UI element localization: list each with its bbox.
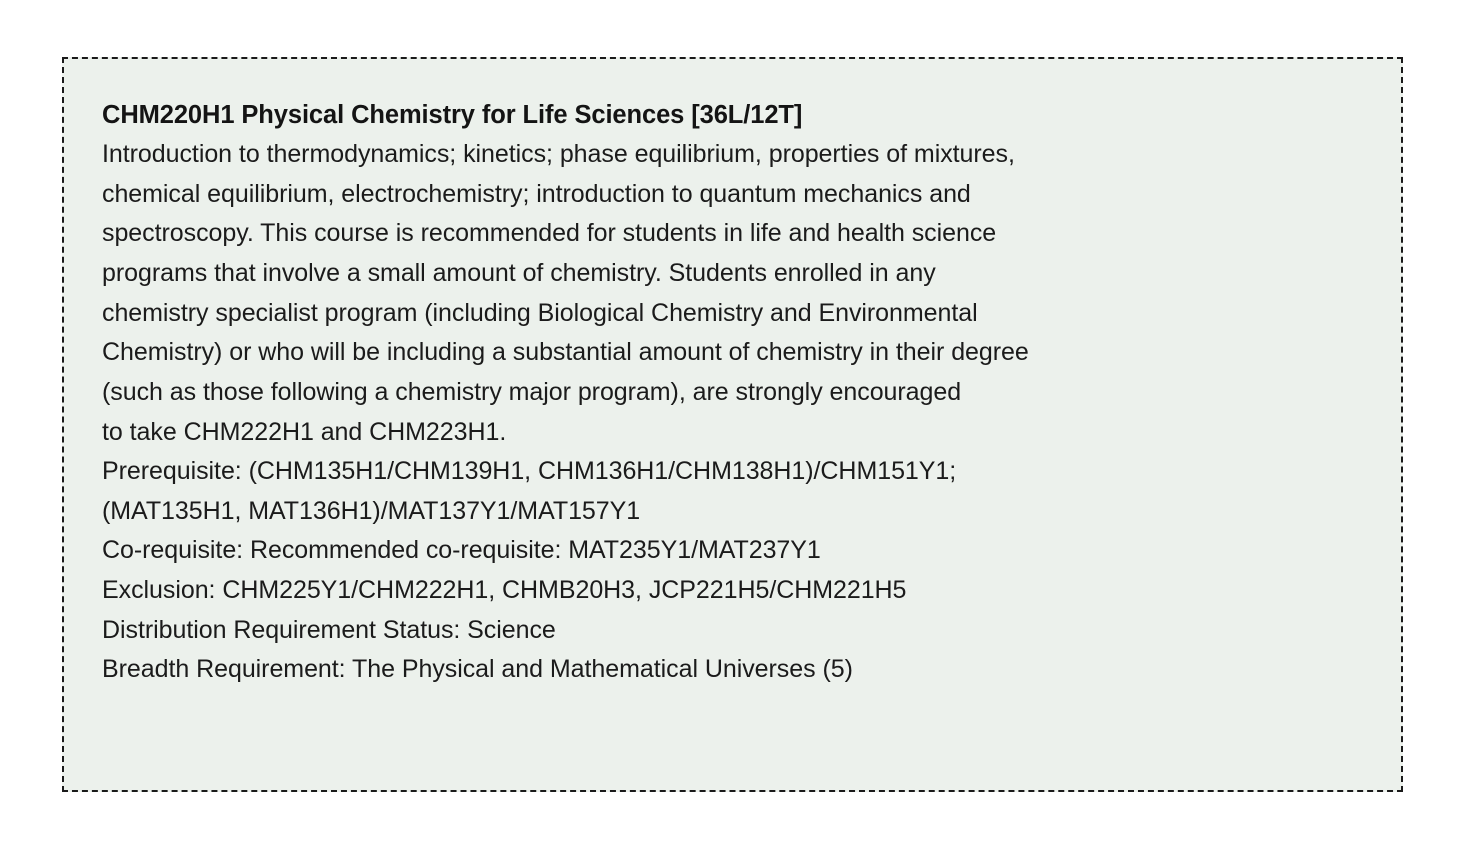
prerequisite-line-1: Prerequisite: (CHM135H1/CHM139H1, CHM136H1/CHM138H1)/CHM151Y1; bbox=[102, 457, 957, 486]
distribution-requirement-line: Distribution Requirement Status: Science bbox=[102, 615, 556, 644]
description-line: to take CHM222H1 and CHM223H1. bbox=[102, 417, 507, 446]
description-line: spectroscopy. This course is recommended for students in life and health science bbox=[102, 219, 997, 248]
course-description bbox=[102, 135, 1357, 452]
description-line: chemistry specialist program (including Biological Chemistry and Environmental bbox=[102, 298, 978, 327]
course-description-card bbox=[62, 57, 1403, 792]
prerequisite-line-2: (MAT135H1, MAT136H1)/MAT137Y1/MAT157Y1 bbox=[102, 496, 641, 525]
description-line: Chemistry) or who will be including a substantial amount of chemistry in their degree bbox=[102, 338, 1029, 367]
course-title: CHM220H1 Physical Chemistry for Life Sciences [36L/12T] bbox=[102, 101, 803, 129]
description-line: Introduction to thermodynamics; kinetics; phase equilibrium, properties of mixtures, bbox=[102, 140, 1015, 169]
description-line: (such as those following a chemistry major program), are strongly encouraged bbox=[102, 377, 962, 406]
prerequisite-block bbox=[102, 452, 1357, 531]
corequisite-line: Co-requisite: Recommended co-requisite: MAT235Y1/MAT237Y1 bbox=[102, 536, 821, 565]
description-line: chemical equilibrium, electrochemistry; introduction to quantum mechanics and bbox=[102, 179, 971, 208]
breadth-requirement-line: Breadth Requirement: The Physical and Mathematical Universes (5) bbox=[102, 655, 853, 684]
course-body bbox=[102, 135, 1357, 690]
description-line: programs that involve a small amount of chemistry. Students enrolled in any bbox=[102, 259, 936, 288]
exclusion-line: Exclusion: CHM225Y1/CHM222H1, CHMB20H3, JCP221H5/CHM221H5 bbox=[102, 576, 907, 605]
